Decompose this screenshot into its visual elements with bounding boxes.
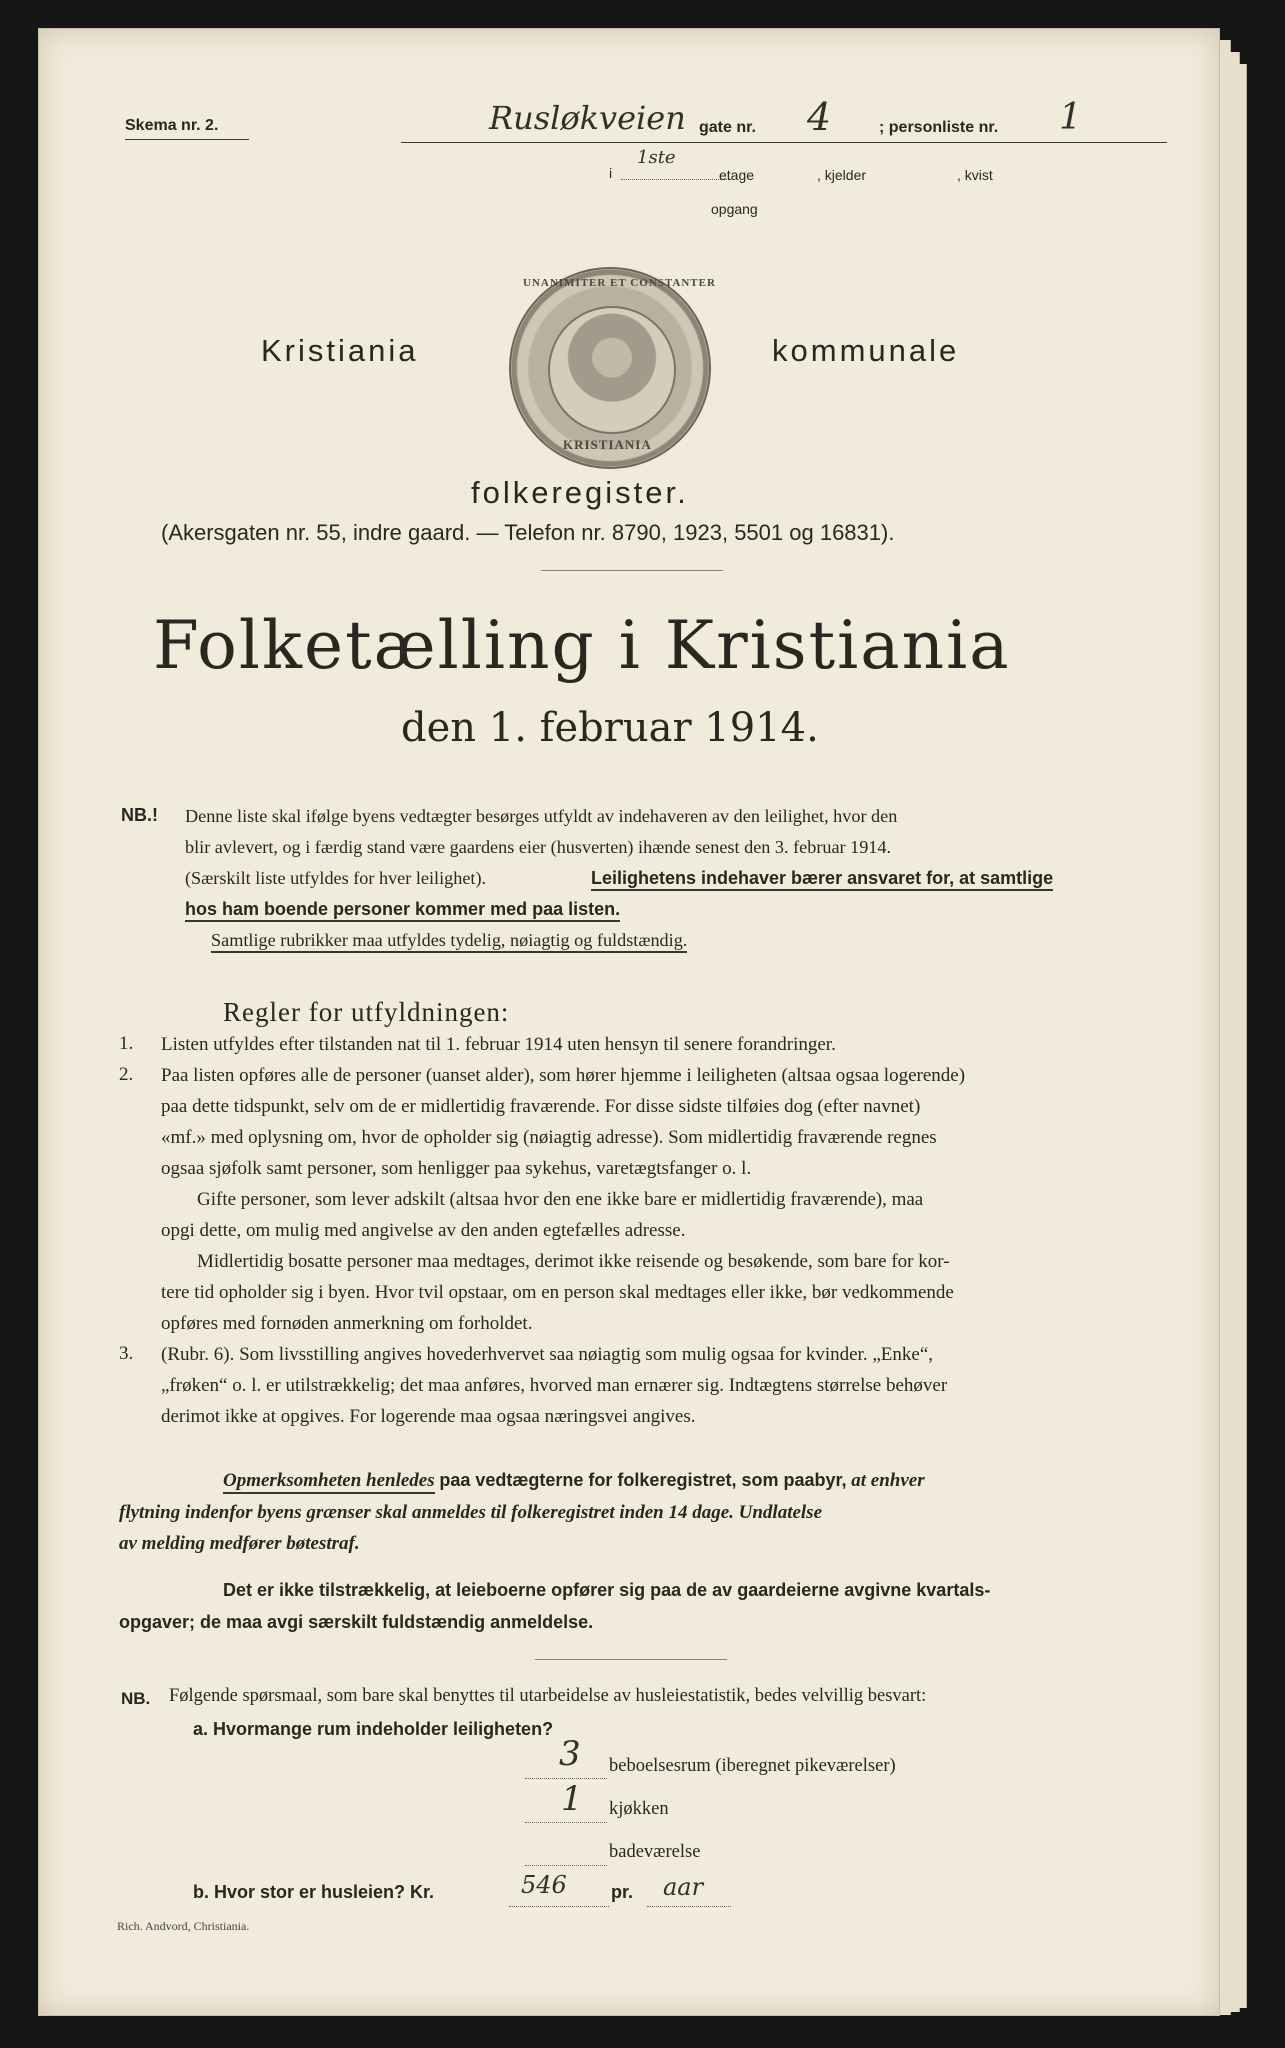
opgang-label: opgang — [711, 201, 758, 217]
rule-2-number: 2. — [119, 1064, 134, 1085]
census-form-page — [38, 28, 1220, 2016]
nb-line3b-text: Leilighetens indehaver bærer ansvaret for, at samtlige — [591, 868, 1053, 891]
kitchen-dotline — [525, 1822, 607, 1823]
i-label: i — [609, 165, 613, 181]
rule-2-line2: paa dette tidspunkt, selv om de er midlertidig fraværende. For disse sidste tilføies dog (efter navnet) — [161, 1096, 921, 1117]
notice-middle: paa vedtægterne for folkeregistret, som paabyr, — [439, 1470, 847, 1490]
floor-handwritten: 1ste — [637, 147, 676, 168]
notice-line4: Det er ikke tilstrækkelig, at leieboerne opfører sig paa de av gaardeierne avgivne kvartals- — [223, 1580, 991, 1600]
rule-3-line3: derimot ikke at opgives. For logerende maa ogsaa næringsvei angives. — [161, 1406, 696, 1427]
rule-1-number: 1. — [119, 1033, 134, 1054]
nb-line4-text: hos ham boende personer kommer med paa listen. — [185, 899, 620, 922]
period-value: aar — [663, 1873, 704, 1901]
kjelder-label: , kjelder — [817, 167, 867, 183]
rule-2-line9: opføres med fornøden anmerkning om forholdet. — [161, 1313, 533, 1334]
nb-line5 — [211, 925, 687, 956]
letterhead-left: Kristiania — [261, 333, 419, 368]
notice-line5: opgaver; de maa avgi særskilt fuldstændig anmeldelse. — [119, 1612, 594, 1632]
letterhead-subtitle: folkeregister. — [471, 475, 689, 510]
nb-line4 — [185, 894, 620, 925]
nb-line3a: (Særskilt liste utfyldes for hver leilighet). — [185, 868, 487, 888]
nb-line5-text: Samtlige rubrikker maa utfyldes tydelig, nøiagtig og fuldstændig. — [211, 930, 687, 953]
rooms-value: 3 — [559, 1734, 581, 1774]
nb-line2: blir avlevert, og i færdig stand være gaardens eier (husverten) ihænde senest den 3. februar 1914. — [185, 837, 892, 857]
kitchen-value: 1 — [561, 1779, 583, 1819]
personliste-number: 1 — [1059, 97, 1082, 138]
address-underline — [401, 142, 1167, 143]
notice-line3: av melding medfører bøtestraf. — [119, 1533, 360, 1554]
kitchen-label: kjøkken — [609, 1799, 669, 1819]
question-a: a. Hvormange rum indeholder leiligheten? — [193, 1719, 554, 1739]
skema-underline — [125, 139, 249, 140]
street-handwritten: Rusløkveien — [489, 99, 686, 137]
nb2-line: Følgende spørsmaal, som bare skal benyttes til utarbeidelse av husleiestatistik, bedes velvillig besvart: — [169, 1686, 927, 1706]
printer-imprint: Rich. Andvord, Christiania. — [117, 1919, 250, 1933]
rule-3-line1: (Rubr. 6). Som livsstilling angives hovederhvervet saa nøiagtig som mulig ogsaa for kvinder. „Enke“, — [161, 1344, 933, 1365]
rent-value: 546 — [521, 1871, 567, 1899]
rule-3-number: 3. — [119, 1343, 134, 1364]
question-b: b. Hvor stor er husleien? Kr. — [193, 1882, 435, 1902]
personliste-label: ; personliste nr. — [879, 119, 999, 136]
nb-line1: Denne liste skal ifølge byens vedtægter besørges utfyldt av indehaveren av den leilighet, hvor den — [185, 806, 898, 826]
period-dotline — [647, 1906, 731, 1907]
nb2-label: NB. — [121, 1689, 151, 1708]
rule-2-line4: ogsaa sjøfolk samt personer, som henligger paa sykehus, varetægtsfanger o. l. — [161, 1158, 752, 1179]
rule-2-line1: Paa listen opføres alle de personer (uanset alder), som hører hjemme i leiligheten (altsaa ogsaa logerende) — [161, 1065, 966, 1086]
letterhead-address: (Akersgaten nr. 55, indre gaard. — Telefon nr. 8790, 1923, 5501 og 16831). — [161, 520, 895, 545]
kvist-label: , kvist — [957, 167, 993, 183]
seal-motto: UNANIMITER ET CONSTANTER — [523, 277, 716, 289]
notice-lead: Opmerksomheten henledes — [223, 1470, 435, 1494]
nb-line3b — [591, 863, 1053, 894]
rules-heading: Regler for utfyldningen: — [223, 997, 510, 1027]
divider — [541, 570, 723, 571]
notice-line2: flytning indenfor byens grænser skal anmeldes til folkeregistret inden 14 dage. Undlatelse — [119, 1502, 823, 1523]
page-edge — [1239, 64, 1247, 2008]
city-seal — [509, 267, 716, 469]
seal-city: KRISTIANIA — [563, 437, 652, 452]
rule-3-line2: „frøken“ o. l. er utilstrækkelig; det maa anføres, hvorved man ernærer sig. Indtægtens størrelse behøver — [161, 1375, 948, 1396]
skema-label: Skema nr. 2. — [125, 117, 219, 134]
nb-label: NB.! — [121, 805, 158, 825]
bath-dotline — [525, 1865, 607, 1866]
rule-1: Listen utfyldes efter tilstanden nat til 1. februar 1914 uten hensyn til senere forandringer. — [161, 1034, 836, 1055]
rule-2-line6: opgi dette, om mulig med angivelse av den anden egtefælles adresse. — [161, 1220, 686, 1241]
gate-label: gate nr. — [699, 119, 756, 136]
divider — [535, 1659, 727, 1660]
form-date: den 1. februar 1914. — [401, 705, 819, 751]
bath-label: badeværelse — [609, 1842, 701, 1862]
rule-2-line5: Gifte personer, som lever adskilt (altsaa hvor den ene ikke bare er midlertidig fraværende), maa — [197, 1189, 924, 1210]
rent-dotline — [509, 1906, 609, 1907]
seal-emblem — [548, 306, 676, 434]
notice-line1 — [223, 1470, 925, 1492]
etage-label: etage — [719, 167, 755, 183]
rooms-label: beboelsesrum (iberegnet pikeværelser) — [609, 1756, 896, 1776]
rule-2-line3: «mf.» med oplysning om, hvor de opholder sig (nøiagtig adresse). Som midlertidig fraværende regnes — [161, 1127, 937, 1148]
rule-2-line7: Midlertidig bosatte personer maa medtages, derimot ikke reisende og besøkende, som bare for kor- — [197, 1251, 950, 1272]
pr-label: pr. — [611, 1882, 634, 1902]
gate-number: 4 — [807, 95, 832, 139]
notice-end: at enhver — [851, 1470, 925, 1491]
rule-2-line8: tere tid opholder sig i byen. Hvor tvil opstaar, om en person skal medtages eller ikke, bør vedkommende — [161, 1282, 954, 1303]
form-title: Folketælling i Kristiania — [153, 607, 1011, 684]
letterhead-right: kommunale — [772, 333, 960, 368]
floor-dotline — [621, 179, 731, 180]
